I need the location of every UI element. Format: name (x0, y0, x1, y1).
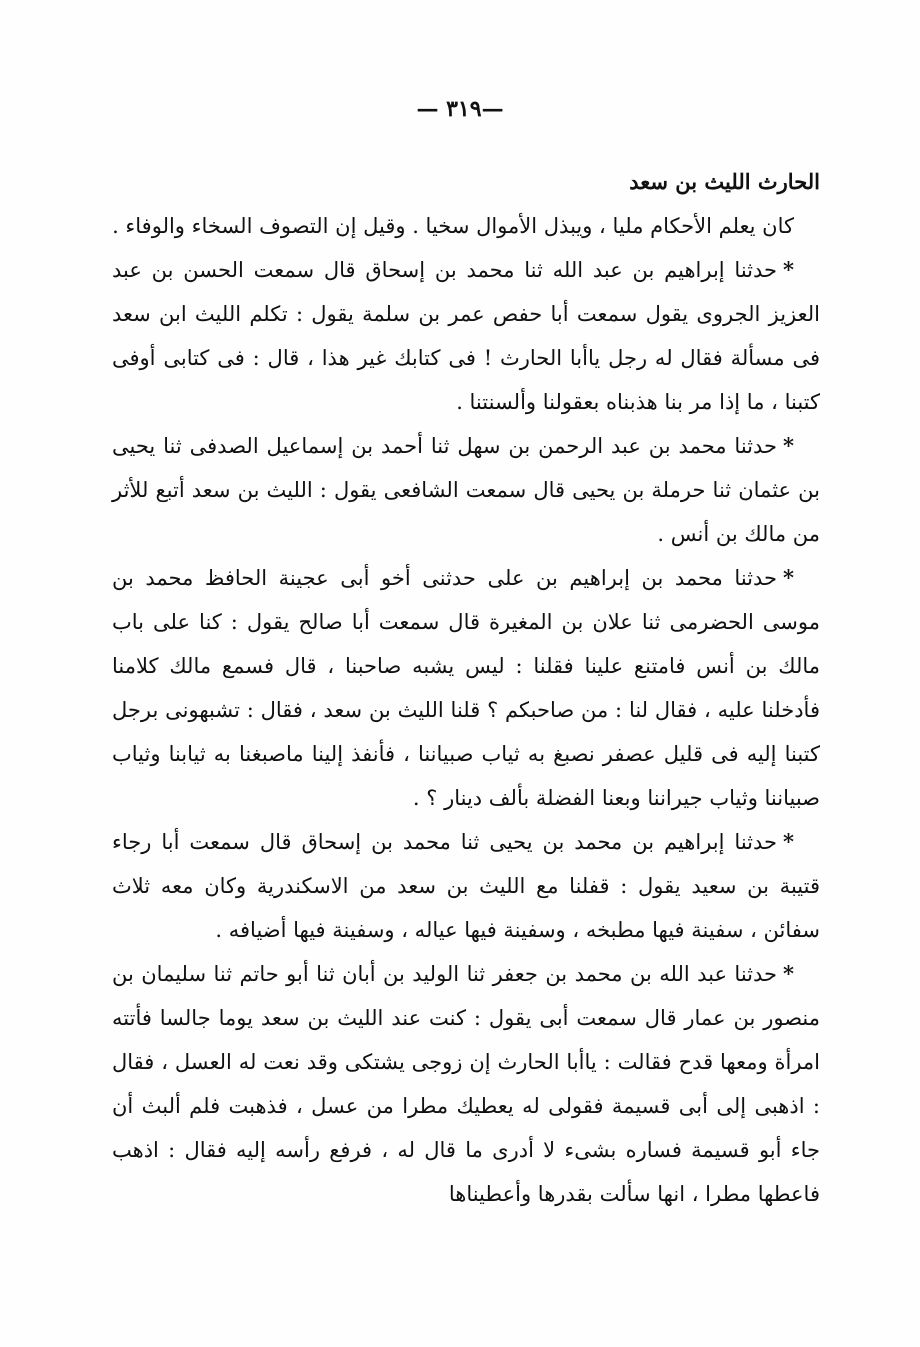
star-marker: * (783, 257, 794, 282)
paragraph-hadith-5 (112, 952, 820, 1216)
star-marker: * (783, 433, 794, 458)
star-marker: * (783, 829, 794, 854)
star-marker: * (783, 961, 794, 986)
star-marker: * (783, 565, 794, 590)
paragraph-hadith-4 (112, 820, 820, 952)
paragraph-hadith-2 (112, 424, 820, 556)
section-title: الحارث الليث بن سعد (629, 169, 820, 194)
paragraph-hadith-3 (112, 556, 820, 820)
paragraph-intro (112, 204, 820, 248)
page-number: —٣١٩ — (416, 96, 504, 122)
page-body (112, 160, 820, 1216)
paragraph-text: حدثنا إبراهيم بن محمد بن يحيى ثنا محمد بن إسحاق قال سمعت أبا رجاء قتيبة بن سعيد يقول : قفلنا مع الليث بن سعد من الاسكندرية وكان معه ثلاث سفائن ، سفينة فيها مطبخه ، وسفينة فيها عياله ، وسفينة فيها أضيافه . (112, 830, 820, 942)
paragraph-hadith-1 (112, 248, 820, 424)
paragraph-text: حدثنا محمد بن عبد الرحمن بن سهل ثنا أحمد بن إسماعيل الصدفى ثنا يحيى بن عثمان ثنا حرملة بن يحيى قال سمعت الشافعى يقول : الليث بن سعد أتبع للأثر من مالك بن أنس . (112, 434, 820, 546)
paragraph-text: كان يعلم الأحكام مليا ، ويبذل الأموال سخيا . وقيل إن التصوف السخاء والوفاء . (112, 214, 794, 238)
paragraph-text: حدثنا محمد بن إبراهيم بن على حدثنى أخو أبى عجينة الحافظ محمد بن موسى الحضرمى ثنا علان بن المغيرة قال سمعت أبا صالح يقول : كنا على باب مالك بن أنس فامتنع علينا فقلنا : ليس يشبه صاحبنا ، قال فسمع مالك كلامنا فأدخلنا عليه ، فقال لنا : من صاحبكم ؟ قلنا الليث بن سعد ، فقال : تشبهونى برجل كتبنا إليه فى قليل عصفر نصبغ به ثياب صبياننا ، فأنفذ إلينا ماصبغنا به ثيابنا وثياب صبياننا وثياب جيراننا وبعنا الفضلة بألف دينار ؟ . (112, 566, 820, 810)
paragraph-text: حدثنا إبراهيم بن عبد الله ثنا محمد بن إسحاق قال سمعت الحسن بن عبد العزيز الجروى يقول سمعت أبا حفص عمر بن سلمة يقول : تكلم الليث ابن سعد فى مسألة فقال له رجل ياأبا الحارث ! فى كتابك غير هذا ، قال : فى كتابى أوفى كتبنا ، ما إذا مر بنا هذبناه بعقولنا وألسنتنا . (112, 258, 820, 414)
paragraph-text: حدثنا عبد الله بن محمد بن جعفر ثنا الوليد بن أبان ثنا أبو حاتم ثنا سليمان بن منصور بن عمار قال سمعت أبى يقول : كنت عند الليث بن سعد يوما جالسا فأتته امرأة ومعها قدح فقالت : ياأبا الحارث إن زوجى يشتكى وقد نعت له العسل ، فقال : اذهبى إلى أبى قسيمة فقولى له يعطيك مطرا من عسل ، فذهبت فلم ألبث أن جاء أبو قسيمة فساره بشىء لا أدرى ما قال له ، فرفع رأسه إليه فقال : اذهب فاعطها مطرا ، انها سألت بقدرها وأعطيناها (112, 962, 820, 1206)
